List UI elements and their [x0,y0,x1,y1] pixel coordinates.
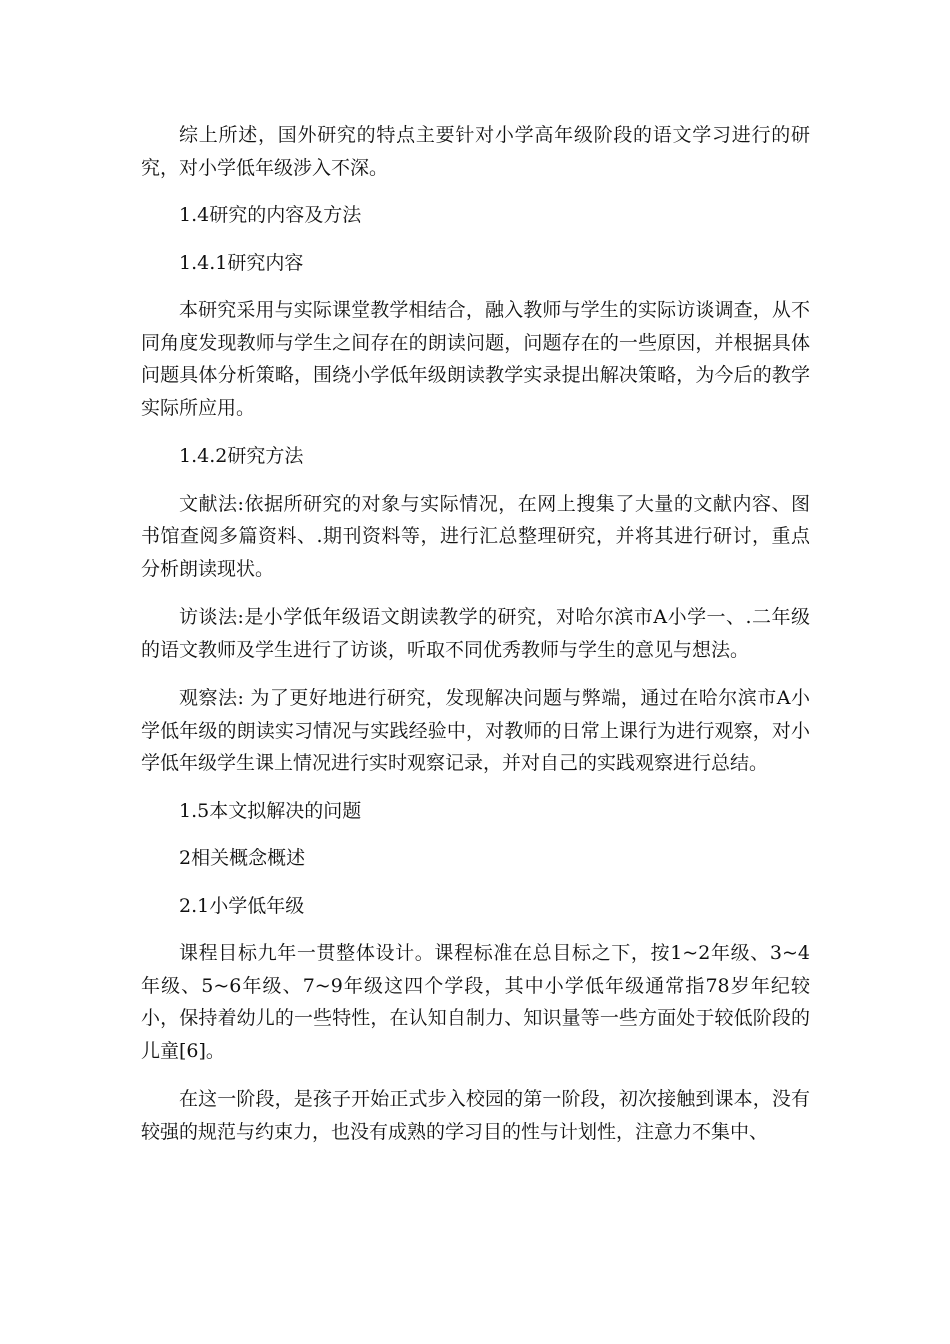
paragraph-research-content: 本研究采用与实际课堂教学相结合，融入教师与学生的实际访谈调查，从不同角度发现教师与学生之间存在的朗读问题，问题存在的一些原因，并根据具体问题具体分析策略，围绕小学低年级朗读教学实录提出解决策略，为今后的教学实际所应用。 [141,299,810,419]
heading-2: 2相关概念概述 [179,847,306,869]
paragraph-observation-method: 观察法: 为了更好地进行研究，发现解决问题与弊端，通过在哈尔滨市A小学低年级的朗读实习情况与实践经验中，对教师的日常上课行为进行观察，对小学低年级学生课上情况进行实时观察记录，并对自己的实践观察进行总结。 [141,687,810,774]
heading-1-5: 1.5本文拟解决的问题 [179,799,362,822]
paragraph-interview-method: 访谈法:是小学低年级语文朗读教学的研究，对哈尔滨市A小学一、.二年级的语文教师及学生进行了访谈，听取不同优秀教师与学生的意见与想法。 [141,606,810,661]
paragraph-stage-description: 在这一阶段，是孩子开始正式步入校园的第一阶段，初次接触到课本，没有较强的规范与约束力，也没有成熟的学习目的性与计划性，注意力不集中、 [141,1088,810,1143]
heading-1-4: 1.4研究的内容及方法 [179,204,362,226]
paragraph-curriculum-goals: 课程目标九年一贯整体设计。课程标准在总目标之下，按1~2年级、3~4年级、5~6年级、7~9年级这四个学段，其中小学低年级通常指78岁年纪较小，保持着幼儿的一些特性，在认知自制力、知识量等一些方面处于较低阶段的儿童[6]。 [141,942,810,1062]
heading-1-4-1: 1.4.1研究内容 [179,251,304,274]
heading-1-4-2: 1.4.2研究方法 [179,445,304,467]
paragraph-summary: 综上所述，国外研究的特点主要针对小学高年级阶段的语文学习进行的研究，对小学低年级涉入不深。 [141,124,810,179]
paragraph-literature-method: 文献法:依据所研究的对象与实际情况，在网上搜集了大量的文献内容、图书馆查阅多篇资料、.期刊资料等，进行汇总整理研究，并将其进行研讨，重点分析朗读现状。 [141,492,810,580]
heading-2-1: 2.1小学低年级 [179,894,305,917]
